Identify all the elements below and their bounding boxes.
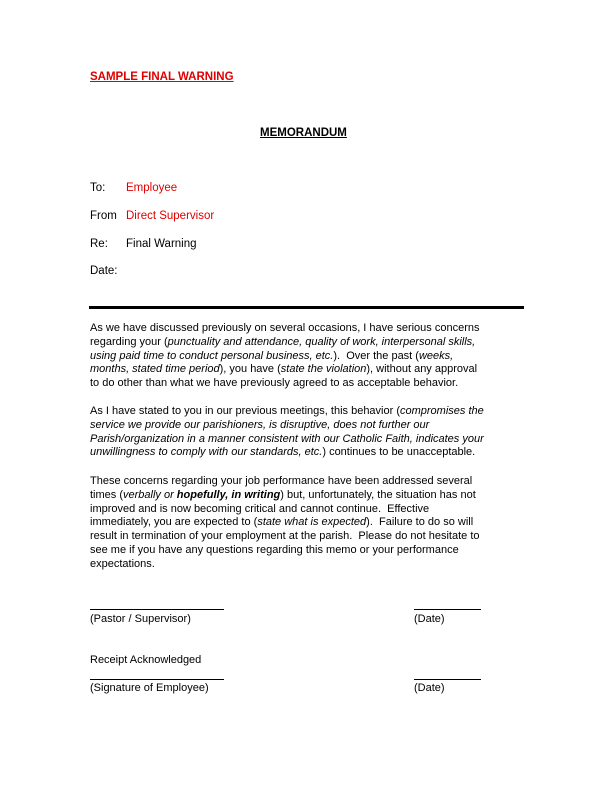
paragraph-line	[90, 433, 528, 447]
paragraph-line	[90, 516, 528, 530]
text-run: ), without any approval	[366, 363, 478, 376]
italic-run: punctuality and attendance, quality of work, interpersonal skills,	[167, 335, 476, 348]
paragraph-line	[90, 363, 528, 377]
employee-signature-line	[90, 679, 224, 680]
date-line-2	[414, 679, 481, 680]
paragraph-line	[90, 558, 528, 572]
paragraph-line	[90, 475, 528, 489]
paragraph-line	[90, 405, 528, 419]
paragraph-line	[90, 446, 528, 460]
memo-title: MEMORANDUM	[260, 127, 347, 139]
text-run: ). Over the past (	[333, 349, 419, 362]
receipt-acknowledged: Receipt Acknowledged	[90, 654, 202, 666]
paragraph-3	[90, 475, 528, 572]
italic-run: using paid time to conduct personal business, etc.	[90, 349, 334, 362]
paragraph-1	[90, 322, 528, 391]
pastor-signature-line	[90, 609, 224, 610]
paragraph-line	[90, 489, 528, 503]
paragraph-2	[90, 405, 528, 460]
date-label: Date:	[90, 265, 118, 277]
text-run: improved and is now becoming critical and cannot continue. Effective	[90, 502, 430, 515]
text-run: to do other than what we have previously agreed to as acceptable behavior.	[90, 377, 459, 390]
text-run: These concerns regarding your job performance have been addressed several	[90, 475, 473, 487]
paragraph-line	[90, 544, 528, 558]
text-run: ). Failure to do so will	[366, 516, 474, 529]
sample-title: SAMPLE FINAL WARNING	[90, 71, 234, 83]
paragraph-line	[90, 377, 528, 391]
text-run: expectations.	[90, 557, 155, 570]
paragraph-line	[90, 350, 528, 364]
italic-run: verbally or	[123, 488, 177, 501]
text-run: result in termination of your employment at the parish. Please do not hesitate to	[90, 530, 480, 543]
from-label: From	[90, 210, 117, 222]
text-run: As we have discussed previously on several occasions, I have serious concerns	[90, 322, 480, 334]
italic-run: state what is expected	[257, 516, 367, 529]
italic-run: months, stated time period	[90, 363, 220, 376]
paragraph-line	[90, 530, 528, 544]
bold-italic-run: hopefully, in writing	[176, 488, 281, 501]
text-run: As I have stated to you in our previous meetings, this behavior (	[90, 405, 400, 417]
italic-run: state the violation	[280, 363, 367, 376]
text-run: times (	[90, 488, 123, 501]
text-run: ) continues to be unacceptable.	[322, 446, 476, 459]
text-run: ), you have (	[219, 363, 281, 376]
date-label-1: (Date)	[414, 613, 445, 625]
text-run: immediately, you are expected to (	[90, 516, 258, 529]
re-value: Final Warning	[126, 238, 197, 250]
pastor-signature-label: (Pastor / Supervisor)	[90, 613, 191, 625]
paragraph-line	[90, 503, 528, 517]
italic-run: unwillingness to comply with our standards, etc.	[90, 446, 323, 459]
to-label: To:	[90, 182, 106, 194]
employee-signature-label: (Signature of Employee)	[90, 682, 209, 694]
text-run: regarding your (	[90, 335, 168, 348]
re-label: Re:	[90, 238, 108, 250]
italic-run: weeks,	[418, 349, 454, 362]
to-value: Employee	[126, 182, 178, 194]
paragraph-line	[90, 322, 528, 336]
date-label-2: (Date)	[414, 682, 445, 694]
italic-run: compromises the	[400, 405, 484, 417]
paragraph-line	[90, 336, 528, 350]
italic-run: Parish/organization in a manner consistent with our Catholic Faith, indicates your	[90, 432, 484, 445]
italic-run: service we provide our parishioners, is disruptive, does not further our	[90, 418, 430, 431]
header-divider	[89, 306, 524, 309]
paragraph-line	[90, 419, 528, 433]
text-run: ) but, unfortunately, the situation has not	[280, 488, 476, 501]
date-line-1	[414, 609, 481, 610]
text-run: see me if you have any questions regarding this memo or your performance	[90, 543, 459, 556]
from-value: Direct Supervisor	[126, 210, 215, 222]
